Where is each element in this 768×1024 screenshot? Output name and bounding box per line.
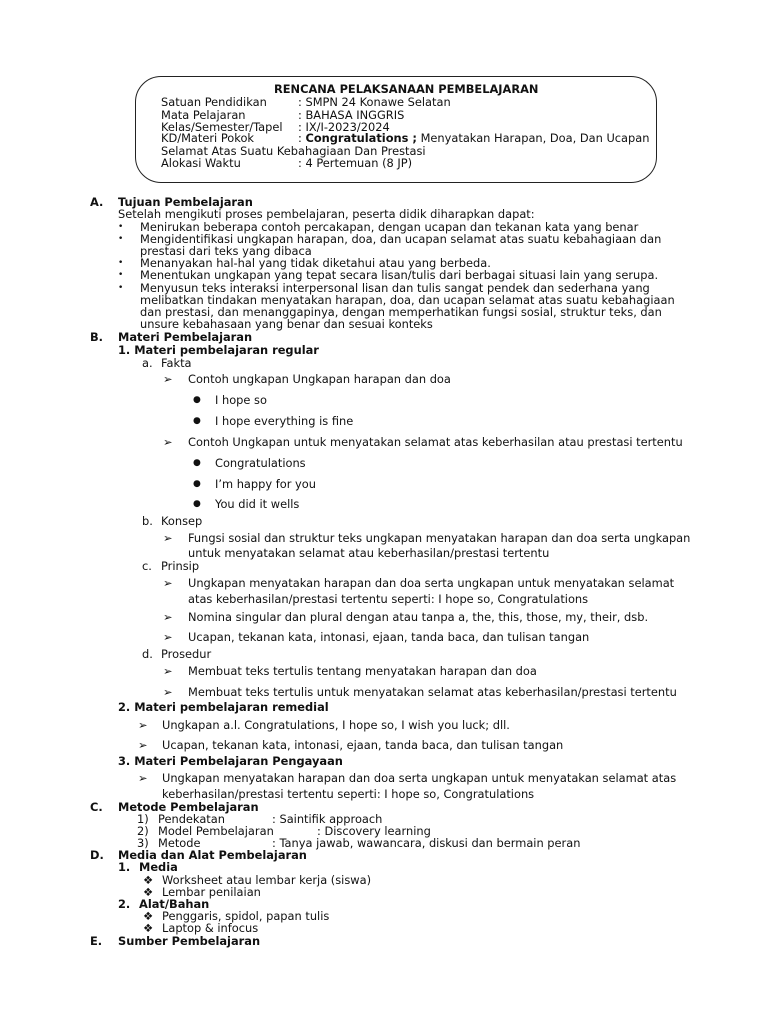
list-item: Membuat teks tertulis tentang menyatakan harapan dan doa: [188, 664, 537, 678]
item-letter: c.: [142, 559, 152, 573]
list-item: Worksheet atau lembar kerja (siswa): [162, 873, 372, 887]
subsection-title: 3. Materi Pembelajaran Pengayaan: [118, 754, 343, 768]
list-item: Fungsi sosial dan struktur teks ungkapan menyatakan harapan dan doa serta ungkapan: [188, 531, 691, 545]
diamond-bullet-icon: ❖: [143, 873, 154, 887]
bullet-icon: •: [118, 234, 124, 244]
list-item: Membuat teks tertulis untuk menyatakan selamat atas keberhasilan/prestasi tertentu: [188, 685, 677, 699]
list-item: Nomina singular dan plural dengan atau tanpa a, the, this, those, my, their, dsb.: [188, 610, 649, 624]
section-letter: E.: [90, 934, 103, 948]
bullet-icon: •: [118, 270, 124, 280]
subsection-title: Media: [139, 860, 178, 874]
arrow-bullet-icon: ➢: [138, 771, 148, 785]
list-item-continued: atas keberhasilan/prestasi tertentu seperti: I hope so, Congratulations: [188, 592, 589, 606]
section-letter: B.: [90, 330, 104, 344]
header-value-continued: Selamat Atas Suatu Kebahagiaan Dan Prestasi: [161, 144, 426, 158]
header-value: : 4 Pertemuan (8 JP): [298, 156, 413, 170]
item-label: Model Pembelajaran: [158, 824, 274, 838]
header-value: : SMPN 24 Konawe Selatan: [298, 95, 451, 109]
item-label: Pendekatan: [158, 812, 225, 826]
list-item-continued: untuk menyatakan selamat atau keberhasilan/prestasi tertentu: [188, 546, 550, 560]
dot-bullet-icon: ●: [193, 416, 201, 426]
item-heading: Prinsip: [161, 559, 200, 573]
header-label: Kelas/Semester/Tapel: [161, 120, 283, 134]
section-title: Tujuan Pembelajaran: [118, 195, 253, 209]
list-item: You did it wells: [215, 497, 300, 511]
arrow-bullet-icon: ➢: [138, 718, 148, 732]
document-title: RENCANA PELAKSANAAN PEMBELAJARAN: [274, 82, 539, 96]
arrow-bullet-icon: ➢: [163, 610, 173, 624]
bullet-icon: •: [118, 258, 124, 268]
item-number: 2.: [118, 897, 131, 911]
bullet-icon: •: [118, 222, 124, 232]
list-item: Ucapan, tekanan kata, intonasi, ejaan, tanda baca, dan tulisan tangan: [188, 630, 590, 644]
list-item: Menanyakan hal-hal yang tidak diketahui atau yang berbeda.: [140, 256, 491, 270]
list-item-continued: prestasi dari teks yang dibaca: [140, 244, 312, 258]
header-label: KD/Materi Pokok: [161, 131, 255, 145]
item-letter: d.: [142, 647, 153, 661]
section-title: Media dan Alat Pembelajaran: [118, 848, 307, 862]
arrow-bullet-icon: ➢: [163, 435, 173, 449]
list-item: Ungkapan menyatakan harapan dan doa serta ungkapan untuk menyatakan selamat atas: [162, 771, 677, 785]
list-item: I hope everything is fine: [215, 414, 354, 428]
list-item: Menentukan ungkapan yang tepat secara lisan/tulis dari berbagai situasi lain yang serupa.: [140, 268, 659, 282]
diamond-bullet-icon: ❖: [143, 921, 154, 935]
item-value: : Saintifik approach: [272, 812, 383, 826]
dot-bullet-icon: ●: [193, 458, 201, 468]
arrow-bullet-icon: ➢: [163, 531, 173, 545]
arrow-bullet-icon: ➢: [163, 630, 173, 644]
header-value: : IX/I-2023/2024: [298, 120, 390, 134]
dot-bullet-icon: ●: [193, 395, 201, 405]
list-item: Penggaris, spidol, papan tulis: [162, 909, 330, 923]
section-letter: C.: [90, 800, 103, 814]
header-label: Mata Pelajaran: [161, 108, 246, 122]
list-item-continued: melibatkan tindakan menyatakan harapan, doa, dan ucapan selamat atas suatu kebahagiaan: [140, 293, 675, 307]
item-label: Metode: [158, 836, 201, 850]
dot-bullet-icon: ●: [193, 499, 201, 509]
list-item-continued: dan prestasi, dan menanggapinya, dengan memperhatikan fungsi sosial, struktur teks, dan: [140, 305, 662, 319]
dot-bullet-icon: ●: [193, 479, 201, 489]
list-item: Ucapan, tekanan kata, intonasi, ejaan, tanda baca, dan tulisan tangan: [162, 738, 564, 752]
list-item: Menirukan beberapa contoh percakapan, dengan ucapan dan tekanan kata yang benar: [140, 220, 639, 234]
item-heading: Konsep: [161, 514, 203, 528]
section-letter: A.: [90, 195, 104, 209]
item-heading: Prosedur: [161, 647, 212, 661]
list-item: Ungkapan menyatakan harapan dan doa serta ungkapan untuk menyatakan selamat: [188, 576, 675, 590]
list-item: Congratulations: [215, 456, 306, 470]
section-title: Sumber Pembelajaran: [118, 934, 261, 948]
list-item: Contoh ungkapan Ungkapan harapan dan doa: [188, 372, 451, 386]
section-intro: Setelah mengikuti proses pembelajaran, peserta didik diharapkan dapat:: [118, 207, 535, 221]
section-title: Metode Pembelajaran: [118, 800, 259, 814]
arrow-bullet-icon: ➢: [163, 576, 173, 590]
header-value: : Congratulations ; Menyatakan Harapan, Doa, Dan Ucapan: [298, 131, 650, 145]
list-item: Contoh Ungkapan untuk menyatakan selamat atas keberhasilan atau prestasi tertentu: [188, 435, 683, 449]
item-number: 1.: [118, 860, 131, 874]
list-item: I’m happy for you: [215, 477, 316, 491]
item-number: 2): [137, 824, 149, 838]
bullet-icon: •: [118, 283, 124, 293]
subsection-title: 1. Materi pembelajaran regular: [118, 343, 319, 357]
header-value: : BAHASA INGGRIS: [298, 108, 405, 122]
item-heading: Fakta: [161, 356, 192, 370]
list-item: Laptop & infocus: [162, 921, 259, 935]
section-title: Materi Pembelajaran: [118, 330, 253, 344]
list-item: Ungkapan a.l. Congratulations, I hope so, I wish you luck; dll.: [162, 718, 510, 732]
diamond-bullet-icon: ❖: [143, 909, 154, 923]
subsection-title: 2. Materi pembelajaran remedial: [118, 700, 329, 714]
header-label: Satuan Pendidikan: [161, 95, 267, 109]
list-item-continued: keberhasilan/prestasi tertentu seperti: I hope so, Congratulations: [162, 787, 535, 801]
list-item-continued: unsure kebahasaan yang benar dan sesuai konteks: [140, 317, 433, 331]
arrow-bullet-icon: ➢: [163, 372, 173, 386]
item-value: : Tanya jawab, wawancara, diskusi dan bermain peran: [272, 836, 581, 850]
item-number: 3): [137, 836, 149, 850]
arrow-bullet-icon: ➢: [163, 685, 173, 699]
subsection-title: Alat/Bahan: [139, 897, 210, 911]
section-letter: D.: [90, 848, 104, 862]
header-label: Alokasi Waktu: [161, 156, 241, 170]
list-item: Menyusun teks interaksi interpersonal lisan dan tulis sangat pendek dan sederhana yang: [140, 281, 650, 295]
arrow-bullet-icon: ➢: [138, 738, 148, 752]
item-letter: a.: [142, 356, 153, 370]
arrow-bullet-icon: ➢: [163, 664, 173, 678]
list-item: I hope so: [215, 393, 267, 407]
item-number: 1): [137, 812, 149, 826]
diamond-bullet-icon: ❖: [143, 885, 154, 899]
list-item: Mengidentifikasi ungkapan harapan, doa, dan ucapan selamat atas suatu kebahagiaan dan: [140, 232, 662, 246]
list-item: Lembar penilaian: [162, 885, 261, 899]
item-value: : Discovery learning: [317, 824, 431, 838]
item-letter: b.: [142, 514, 153, 528]
